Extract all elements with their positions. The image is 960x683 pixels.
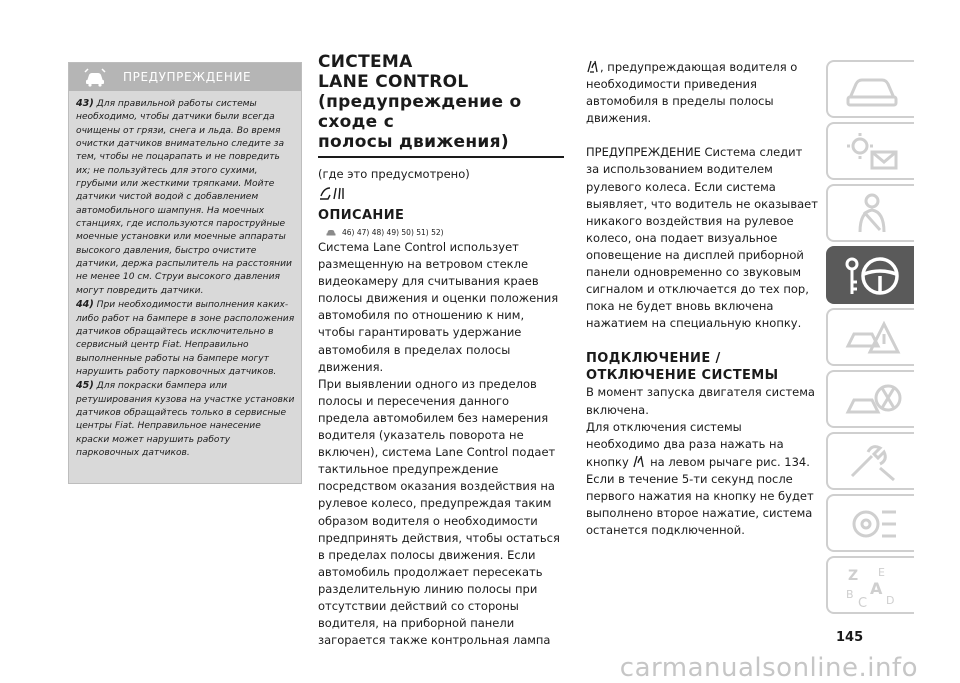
reference-numbers: 46) 47) 48) 49) 50) 51) 52) bbox=[342, 227, 444, 237]
tab-warning-lights[interactable] bbox=[826, 308, 914, 366]
page-number: 145 bbox=[836, 630, 864, 645]
tab-technical-data[interactable] bbox=[826, 494, 914, 552]
tab-dashboard[interactable] bbox=[826, 60, 914, 118]
warning-item-number: 44) bbox=[76, 299, 94, 311]
paragraph: При выявлении одного из пределов полосы и пересечения данного предела автомобилем без намерения водителя (указатель поворота не включен), система Lane Control подает тактильное предупреждение посредством оказания воздействия на рулевое колесо, предупреждая таким образом водителя о необходимости предпринять действия, чтобы остаться в пределах полосы движения. Если автомобиль продолжает пересекать разделительную линию полосы при отсутствии действий со стороны водителя, на приборной панели загорается также контрольная лампа bbox=[318, 376, 560, 648]
warning-paragraph: ПРЕДУПРЕЖДЕНИЕ Система следит за использованием водителем рулевого колеса. Если система выявляет, что водитель не оказывает никакого воздействия на рулевое колесо, она подает визуальное оповещение на дисплей приборной панели одновременно со звуковым сигналом и отключается до тех пор, пока не будет вновь включена нажатием на специальную кнопку. bbox=[586, 145, 818, 331]
tab-starting-driving[interactable] bbox=[826, 246, 914, 304]
warning-title: ПРЕДУПРЕЖДЕНИЕ bbox=[123, 70, 252, 84]
warning-item-number: 43) bbox=[76, 98, 94, 109]
right-column bbox=[586, 58, 818, 539]
tab-maintenance[interactable] bbox=[826, 432, 914, 490]
svg-text:Z: Z bbox=[848, 568, 859, 584]
warning-item-number: 45) bbox=[76, 380, 94, 392]
paragraph: Для отключения системы необходимо два раза нажать на кнопку на левом рычаге рис. 134. Если в течение 5-ти секунд после первого нажатия на кнопку не будет выполнено второе нажатие, система останется подключенной. bbox=[586, 419, 814, 538]
warning-header bbox=[69, 63, 301, 91]
paragraph: В момент запуска двигателя система включена. bbox=[586, 385, 815, 417]
description-text bbox=[318, 239, 564, 649]
warning-item bbox=[76, 97, 295, 298]
warning-body bbox=[69, 91, 301, 460]
lane-control-lamp-icon bbox=[586, 58, 600, 74]
tab-index[interactable] bbox=[826, 556, 914, 614]
enable-disable-text bbox=[586, 384, 818, 539]
index-letters-icon bbox=[842, 564, 902, 608]
maintenance-tools-icon bbox=[842, 440, 902, 484]
main-column bbox=[318, 52, 564, 649]
lamp-continuation bbox=[586, 58, 818, 332]
warning-lights-road-icon bbox=[842, 316, 902, 360]
tab-safety[interactable] bbox=[826, 184, 914, 242]
warning-item-text: Для покраски бампера или ретуширования кузова на участке установки датчиков обращайтесь только в сервисные центры Fiat. Неправильное нанесение краски может нарушить работу парковочных датчиков. bbox=[76, 381, 295, 458]
emergency-breakdown-icon bbox=[842, 378, 902, 422]
warning-item bbox=[76, 298, 295, 379]
enable-disable-heading: ПОДКЛЮЧЕНИЕ / ОТКЛЮЧЕНИЕ СИСТЕМЫ bbox=[586, 351, 779, 384]
steering-wheel-key-icon bbox=[842, 254, 902, 298]
lane-warning-icon bbox=[318, 184, 564, 202]
svg-text:B: B bbox=[846, 588, 854, 601]
warning-item bbox=[76, 379, 295, 460]
lights-signals-icon bbox=[842, 130, 902, 174]
car-warning-icon bbox=[83, 67, 107, 87]
warning-item-text: Для правильной работы системы необходимо, чтобы датчики были всегда очищены от грязи, снега и льда. Во время очистки датчиков внимательно следите за тем, чтобы не поцарапать и не повредить их; не пользуйтесь для этого сухими, грубыми или жесткими тряпками. Мойте датчики чистой водой с добавлением автомобильного шампуня. На моечных станциях, где используются пароструйные моечные установки или моечные аппараты высокого давления, быстро очистите датчики, держа распылитель на расстоянии не менее 10 см. Струи высокого давления могут повредить датчики. bbox=[76, 99, 292, 296]
technical-data-icon bbox=[842, 502, 902, 546]
description-heading: ОПИСАНИЕ bbox=[318, 208, 405, 223]
safety-seatbelt-icon bbox=[842, 192, 902, 236]
svg-text:D: D bbox=[886, 594, 895, 607]
paragraph: , предупреждающая водителя о необходимости приведения автомобиля в пределы полосы движения. bbox=[586, 60, 798, 126]
warning-references bbox=[318, 227, 564, 237]
svg-text:E: E bbox=[878, 566, 885, 579]
watermark: carmanualsonline.info bbox=[619, 652, 918, 683]
svg-text:C: C bbox=[858, 596, 868, 608]
dashboard-icon bbox=[842, 68, 902, 112]
lane-button-icon bbox=[632, 453, 646, 469]
paragraph: Система Lane Control использует размещенную на ветровом стекле видеокамеру для считывания краев полосы движения и оценки положения автомобиля по отношению к ним, чтобы гарантировать удержание автомобиля в пределах полосы движения. bbox=[318, 240, 559, 374]
section-title: СИСТЕМА LANE CONTROL (предупреждение о сходе с полосы движения) bbox=[318, 52, 564, 158]
svg-text:A: A bbox=[870, 579, 883, 598]
availability-note: (где это предусмотрено) bbox=[318, 167, 470, 181]
warning-item-text: При необходимости выполнения каких-либо работ на бампере в зоне расположения датчиков обращайтесь исключительно в сервисный центр Fiat. Неправильно выполненные работы на бампере могут нарушить работу парковочных датчиков. bbox=[76, 300, 295, 377]
warning-box bbox=[68, 62, 302, 484]
car-warning-small-icon bbox=[325, 227, 337, 237]
tab-emergency[interactable] bbox=[826, 370, 914, 428]
tab-lights[interactable] bbox=[826, 122, 914, 180]
